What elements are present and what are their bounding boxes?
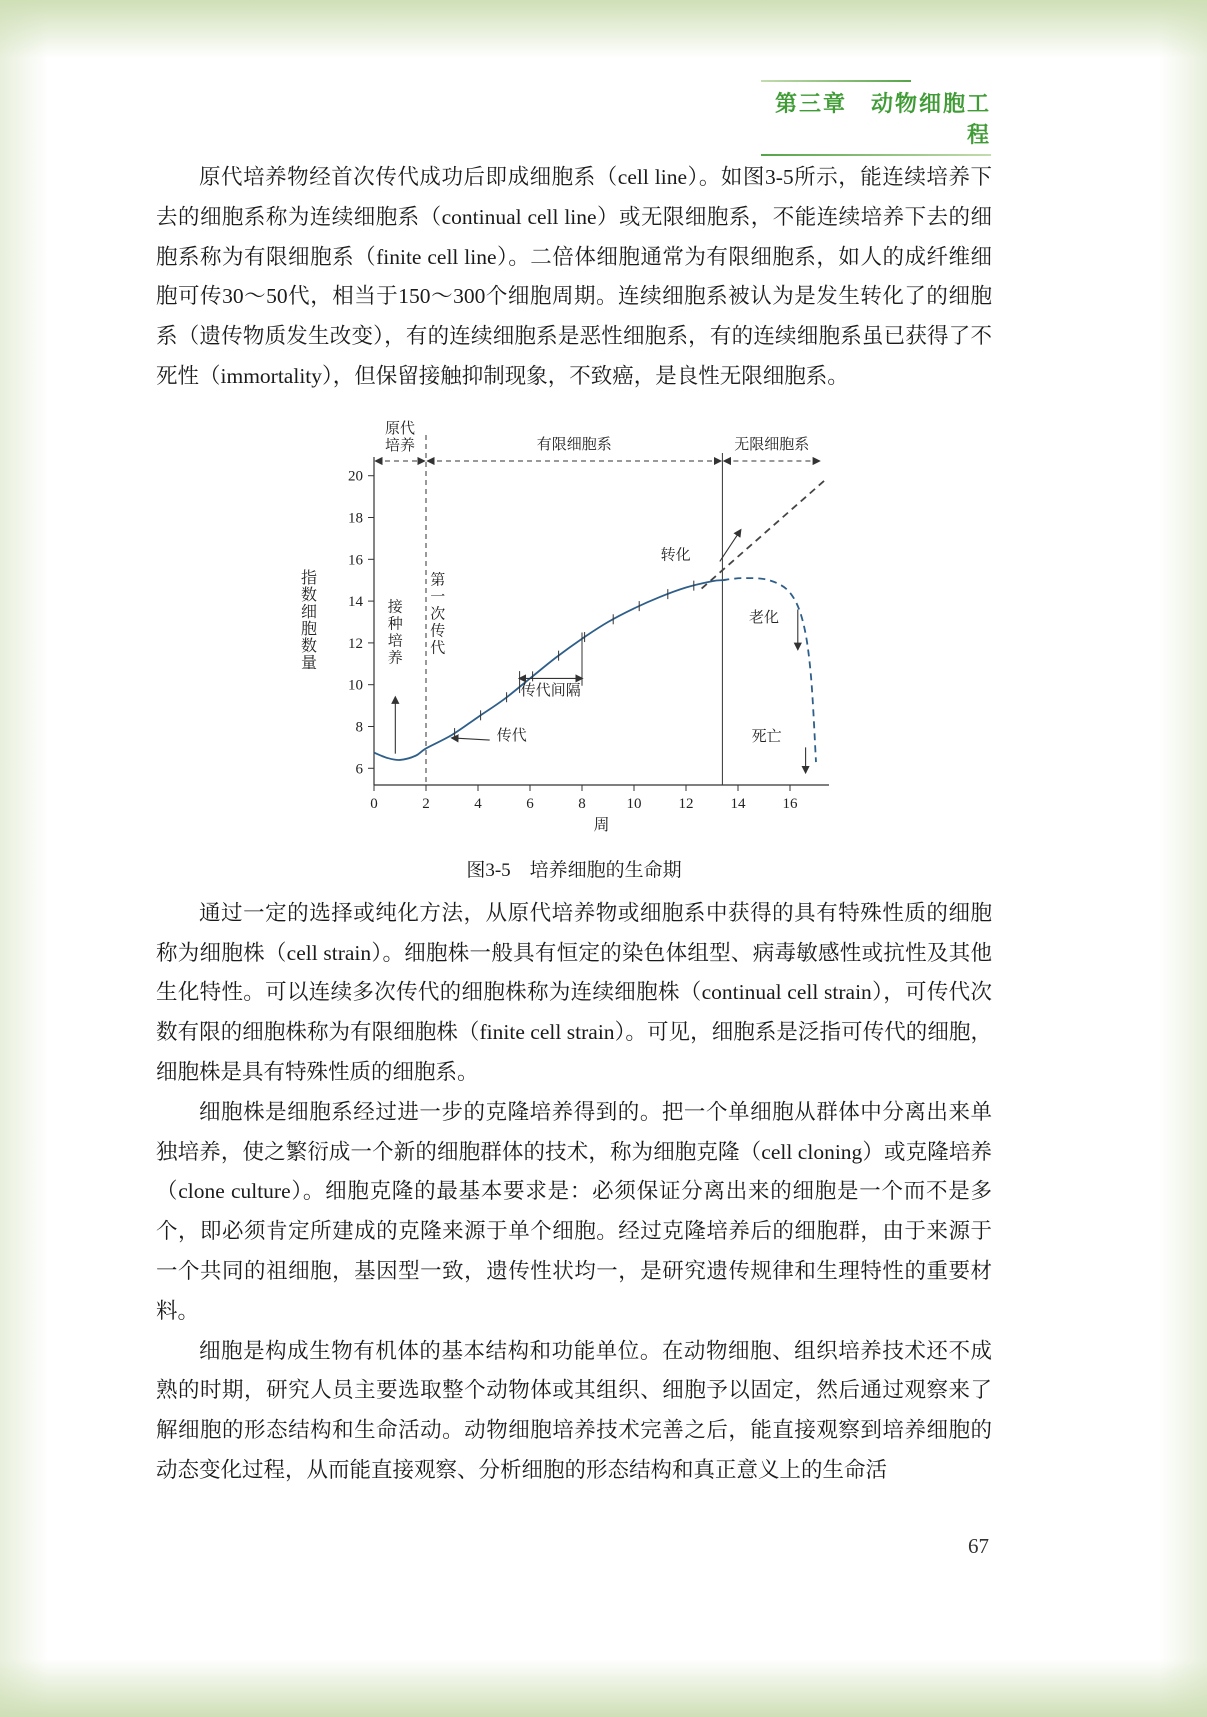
chart-annotation: 第一次传代: [430, 572, 446, 657]
x-tick-label: 14: [730, 795, 746, 812]
y-tick-label: 6: [355, 761, 363, 778]
x-tick-label: 0: [370, 795, 378, 812]
y-tick-label: 8: [355, 719, 363, 736]
chapter-title: 第三章 动物细胞工程: [774, 91, 991, 147]
paragraph-cell-strain: 通过一定的选择或纯化方法，从原代培养物或细胞系中获得的具有特殊性质的细胞称为细胞株（cell strain）。细胞株一般具有恒定的染色体组型、病毒敏感性或抗性及其他生化特性。可以连续多次传代的细胞株称为连续细胞株（continual cell strain），可传代次数有限的细胞株称为有限细胞株（finite cell strain）。可见，细胞系是泛指可传代的细胞，细胞株是具有特殊性质的细胞系。: [156, 900, 992, 1084]
chapter-header: [761, 80, 991, 156]
paragraph-cell-cloning: 细胞株是细胞系经过进一步的克隆培养得到的。把一个单细胞从群体中分离出来单独培养，使之繁衍成一个新的细胞群体的技术，称为细胞克隆（cell cloning）或克隆培养（clone culture）。细胞克隆的最基本要求是：必须保证分离出来的细胞是一个而不是多个，即必须肯定所建成的克隆来源于单个细胞。经过克隆培养后的细胞群，由于来源于一个共同的祖细胞，基因型一致，遗传性状均一，是研究遗传规律和生理特性的重要材料。: [156, 1099, 992, 1323]
chart-annotation: 接种培养: [387, 599, 403, 667]
x-tick-label: 8: [578, 795, 586, 812]
chart-annotation: 死亡: [751, 728, 782, 745]
series-转化段: [702, 479, 827, 589]
x-tick-label: 6: [526, 795, 534, 812]
chart-annotation: 转化: [660, 547, 691, 564]
page-number: 67: [968, 1534, 989, 1558]
chart-annotation: 老化: [748, 609, 780, 626]
y-tick-label: 20: [348, 468, 363, 485]
transformation-arrow: [720, 530, 741, 561]
chart-annotation: 传代间隔: [520, 682, 581, 699]
y-tick-label: 12: [348, 635, 363, 652]
phase-band-label: 有限细胞系: [536, 436, 612, 453]
passage-arrow: [452, 738, 490, 740]
paragraph-cell-line: 原代培养物经首次传代成功后即成细胞系（cell line）。如图3-5所示，能连续培养下去的细胞系称为连续细胞系（continual cell line）或无限细胞系，不能连续培养下去的细胞系称为有限细胞系（finite cell line）。二倍体细胞通常为有限细胞系，如人的成纤维细胞可传30～50代，相当于150～300个细胞周期。连续细胞系被认为是发生转化了的细胞系（遗传物质发生改变），有的连续细胞系是恶性细胞系，有的连续细胞系虽已获得了不死性（immortality），但保留接触抑制现象，不致癌，是良性无限细胞系。: [156, 165, 992, 388]
y-tick-label: 10: [348, 677, 363, 694]
figure-caption: 图3-5 培养细胞的生命期: [466, 859, 682, 881]
chart-annotation: 传代: [496, 727, 527, 744]
phase-band-label: 培养: [384, 437, 416, 454]
y-tick-label: 16: [348, 552, 363, 569]
x-tick-label: 16: [782, 795, 798, 812]
paragraph-cell-unit: 细胞是构成生物有机体的基本结构和功能单位。在动物细胞、组织培养技术还不成熟的时期，研究人员主要选取整个动物体或其组织、细胞予以固定，然后通过观察来了解细胞的形态结构和生命活动。动物细胞培养技术完善之后，能直接观察到培养细胞的动态变化过程，从而能直接观察、分析细胞的形态结构和真正意义上的生命活: [156, 1338, 992, 1482]
phase-band-label: 无限细胞系: [734, 436, 810, 453]
lifecycle-chart: [279, 413, 869, 847]
x-tick-label: 4: [474, 795, 482, 812]
phase-band-label: 原代: [384, 420, 416, 437]
x-axis-label: 周: [593, 816, 610, 834]
figure-3-5: [279, 413, 869, 882]
x-tick-label: 2: [422, 795, 430, 812]
x-tick-label: 10: [626, 795, 642, 812]
y-axis-label: 指数细胞数量: [300, 569, 318, 672]
y-tick-label: 18: [348, 510, 363, 527]
page-content: [156, 158, 992, 1491]
y-tick-label: 14: [348, 593, 363, 610]
x-tick-label: 12: [678, 795, 694, 812]
